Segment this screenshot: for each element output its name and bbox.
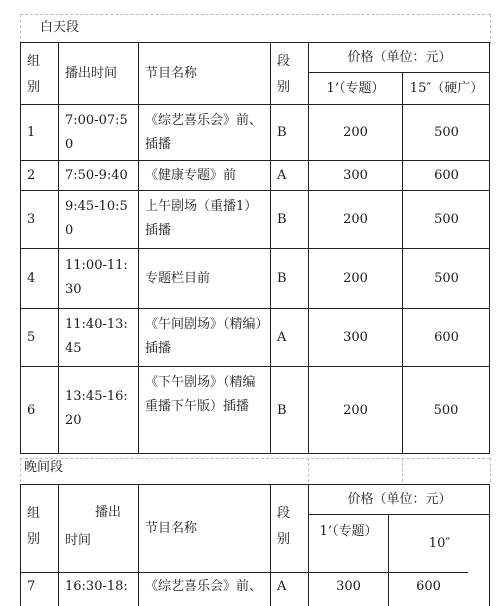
header-group: 组别: [20, 42, 58, 104]
row2-price-15s: 600: [402, 160, 490, 190]
row5-price-15s: 600: [402, 308, 490, 366]
ev-header-program: 节目名称: [138, 484, 270, 572]
row1-price-1min: 200: [308, 104, 402, 160]
row4-segment: B: [270, 248, 308, 308]
row7-price-1min: 300: [308, 572, 388, 606]
header-price: 价格（单位：元）: [308, 42, 490, 72]
header-segment: 段别: [270, 42, 308, 104]
header-price-15s: 15″（硬广）: [402, 72, 490, 104]
row1-segment: B: [270, 104, 308, 160]
row3-price-1min: 200: [308, 190, 402, 248]
row3-group: 3: [20, 190, 58, 248]
row5-time: 11:40-13:45: [58, 308, 138, 366]
row1-price-15s: 500: [402, 104, 490, 160]
row5-price-1min: 300: [308, 308, 402, 366]
row4-program: 专题栏目前: [138, 248, 270, 308]
evening-section-title: 晚间段: [24, 460, 64, 475]
row6-segment: B: [270, 366, 308, 454]
row5-program: 《午间剧场》（精编）插播: [138, 308, 270, 366]
row6-group: 6: [20, 366, 58, 454]
row2-program: 《健康专题》前: [138, 160, 270, 190]
row7-price-10s: 600: [388, 572, 468, 606]
row7-segment: A: [270, 572, 308, 606]
row2-segment: A: [270, 160, 308, 190]
header-program: 节目名称: [138, 42, 270, 104]
row5-group: 5: [20, 308, 58, 366]
row7-time: 16:30-18:: [58, 572, 138, 606]
row1-program: 《综艺喜乐会》前、插播: [138, 104, 270, 160]
day-section-title: 白天段: [40, 20, 80, 35]
row4-price-1min: 200: [308, 248, 402, 308]
row4-price-15s: 500: [402, 248, 490, 308]
ev-header-price-1min: 1’（专题）: [308, 514, 388, 572]
header-price-1min: 1’（专题）: [308, 72, 402, 104]
row3-price-15s: 500: [402, 190, 490, 248]
row5-segment: A: [270, 308, 308, 366]
ev-header-price: 价格（单位：元）: [308, 484, 490, 514]
row6-price-15s: 500: [402, 366, 490, 454]
row6-program: 《下午剧场》（精编重播下午版）插播: [138, 366, 270, 454]
row3-program: 上午剧场（重播1）插播: [138, 190, 270, 248]
row2-price-1min: 300: [308, 160, 402, 190]
row3-time: 9:45-10:50: [58, 190, 138, 248]
header-time: 播出时间: [58, 42, 138, 104]
row1-group: 1: [20, 104, 58, 160]
row1-time: 7:00-07:50: [58, 104, 138, 160]
row7-group: 7: [20, 572, 58, 606]
ev-header-time: 播出时间: [58, 484, 138, 572]
row2-time: 7:50-9:40: [58, 160, 138, 190]
row6-price-1min: 200: [308, 366, 402, 454]
row6-time: 13:45-16:20: [58, 366, 138, 454]
row3-segment: B: [270, 190, 308, 248]
ev-header-group: 组别: [20, 484, 58, 572]
ev-header-price-10s: 10″: [388, 514, 490, 572]
row2-group: 2: [20, 160, 58, 190]
row7-program: 《综艺喜乐会》前、: [138, 572, 270, 606]
ev-header-segment: 段别: [270, 484, 308, 572]
row4-group: 4: [20, 248, 58, 308]
row4-time: 11:00-11:30: [58, 248, 138, 308]
